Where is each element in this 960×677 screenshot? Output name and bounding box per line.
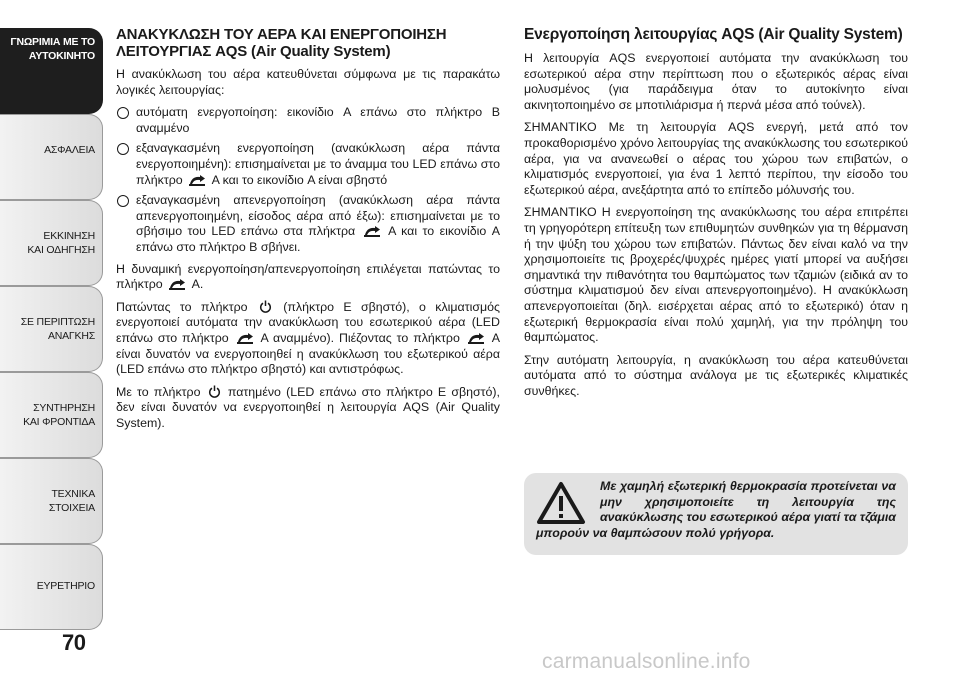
aqs-paragraph-2: ΣΗΜΑΝΤΙΚΟ Με τη λειτουργία AQS ενεργή, μετά από τον προκαθορισμένο χρόνο λειτουργίας της ανακύκλωσης του εσωτερικού αέρα, για να ανανεωθεί ο αέρας του χώρου των επιβατών, ο κλιματισμός ενεργοποιεί, για ένα 1 λεπτό περίπου, την είσοδο του εξωτερικού αέρα, ανεξάρτητα από το επίπεδο μόλυνσής του. [524,120,908,197]
operating-modes-list [116,105,500,255]
tab-emergency[interactable]: ΣΕ ΠΕΡΙΠΤΩΣΗ ΑΝΑΓΚΗΣ [0,286,103,372]
recirculation-icon [467,333,485,344]
tab-maintenance[interactable]: ΣΥΝΤΗΡΗΣΗ ΚΑΙ ΦΡΟΝΤΙΔΑ [0,372,103,458]
list-item: εξαναγκασμένη απενεργοποίηση (ανακύκλωση αέρα πάντα απενεργοποιημένη, είσοδος αέρα από έξω): επισημαίνεται με το σβήσιμο του LED επάνω στα πλήκτρα A και το εικονίδιο A επάνω στο πλήκτρο B σβήνει. [116,193,500,255]
paragraph-dynamic-activation: Η δυναμική ενεργοποίηση/απενεργοποίηση επιλέγεται πατώντας το πλήκτρο A. [116,261,500,292]
recirculation-icon [236,333,254,344]
tab-safety[interactable]: ΑΣΦΑΛΕΙΑ [0,114,103,200]
aqs-paragraph-3: ΣΗΜΑΝΤΙΚΟ Η ενεργοποίηση της ανακύκλωσης του αέρα επιτρέπει τη γρηγορότερη επίτευξη των επιθυμητών συνθηκών για τη θέρμανση ή την ψύξη του χώρου των επιβατών. Πάντως δεν είναι καλό να την χρησιμοποιείτε τις βροχερές/ψυχρές ημέρες γιατί μπορεί να αυξήσει σημαντικά την πιθανότητα του θαμπώματος των τζαμιών (ειδικά αν το σύστημα κλιματισμού δεν είναι απενεργοποιημένο). Η ανακύκλωση απενεργοποιείται (δηλ. εισέρχεται αέρας από το εξωτερικό) όταν η εξωτερική θερμοκρασία είναι πολύ χαμηλή, για την πρόληψη του θαμπώματος. [524,205,908,345]
power-icon [259,300,272,313]
left-column [116,26,500,438]
warning-triangle-icon [536,481,586,525]
paragraph-aqs-disabled: Με το πλήκτρο πατημένο (LED επάνω στο πλήκτρο E σβηστό), δεν είναι δυνατόν να ενεργοποιηθεί η λειτουργία AQS (Air Quality System). [116,384,500,430]
recirculation-icon [168,279,186,290]
warning-box [524,473,908,555]
intro-paragraph: Η ανακύκλωση του αέρα κατευθύνεται σύμφωνα με τις παρακάτω λογικές λειτουργίας: [116,67,500,97]
tab-technical-data[interactable]: ΤΕΧΝΙΚΑ ΣΤΟΙΧΕΙΑ [0,458,103,544]
recirculation-icon [188,175,206,186]
power-icon [208,385,221,398]
tab-starting-driving[interactable]: ΕΚΚΙΝΗΣΗ ΚΑΙ ΟΔΗΓΗΣΗ [0,200,103,286]
list-item: αυτόματη ενεργοποίηση: εικονίδιο A επάνω στο πλήκτρο B αναμμένο [116,105,500,136]
aqs-paragraph-1: Η λειτουργία AQS ενεργοποιεί αυτόματα την ανακύκλωση του εσωτερικού αέρα στην περίπτωση που ο εξωτερικός αέρας είναι μολυσμένος (για παράδειγμα όταν το αυτοκίνητο είναι ακινητοποιημένο σε μποτιλιάρισμα ή περνά μέσα από τούνελ). [524,51,908,112]
watermark: carmanualsonline.info [542,650,751,673]
tab-getting-to-know-car[interactable]: ΓΝΩΡΙΜΙΑ ΜΕ ΤΟ ΑΥΤΟΚΙΝΗΤΟ [0,28,103,114]
section-title-recirculation: ΑΝΑΚΥΚΛΩΣΗ ΤΟΥ ΑΕΡΑ ΚΑΙ ΕΝΕΡΓΟΠΟΙΗΣΗ ΛΕΙΤΟΥΡΓΙΑΣ AQS (Air Quality System) [116,26,447,60]
list-item: εξαναγκασμένη ενεργοποίηση (ανακύκλωση αέρα πάντα ενεργοποιημένη): επισημαίνεται με το άναμμα του LED επάνω στο πλήκτρο A και το εικονίδιο A είναι σβηστό [116,141,500,188]
tab-index[interactable]: ΕΥΡΕΤΗΡΙΟ [0,544,103,630]
warning-text: Με χαμηλή εξωτερική θερμοκρασία προτείνεται να μην χρησιμοποιείτε τη λειτουργία της ανακύκλωσης του εσωτερικού αέρα γιατί τα τζάμια μπορούν να θαμπώσουν πολύ γρήγορα. [536,479,896,540]
recirculation-icon [363,226,381,237]
right-column [524,26,908,406]
aqs-paragraph-4: Στην αυτόματη λειτουργία, η ανακύκλωση του αέρα κατευθύνεται αυτόματα από το σύστημα ανάλογα με τις εξωτερικές κλιματικές συνθήκες. [524,352,908,398]
section-title-aqs: Ενεργοποίηση λειτουργίας AQS (Air Quality System) [524,26,903,43]
page-number: 70 [62,630,86,655]
paragraph-auto-recirculation: Πατώντας το πλήκτρο (πλήκτρο E σβηστό), ο κλιματισμός ενεργοποιεί αυτόματα την ανακύκλωση του εσωτερικού αέρα (LED επάνω στο πλήκτρο A αναμμένο). Πιέζοντας το πλήκτρο A είναι δυνατόν να ενεργοποιηθεί η ανακύκλωση του εξωτερικού αέρα (LED επάνω στο πλήκτρο σβηστό) και αντιστρόφως. [116,299,500,377]
